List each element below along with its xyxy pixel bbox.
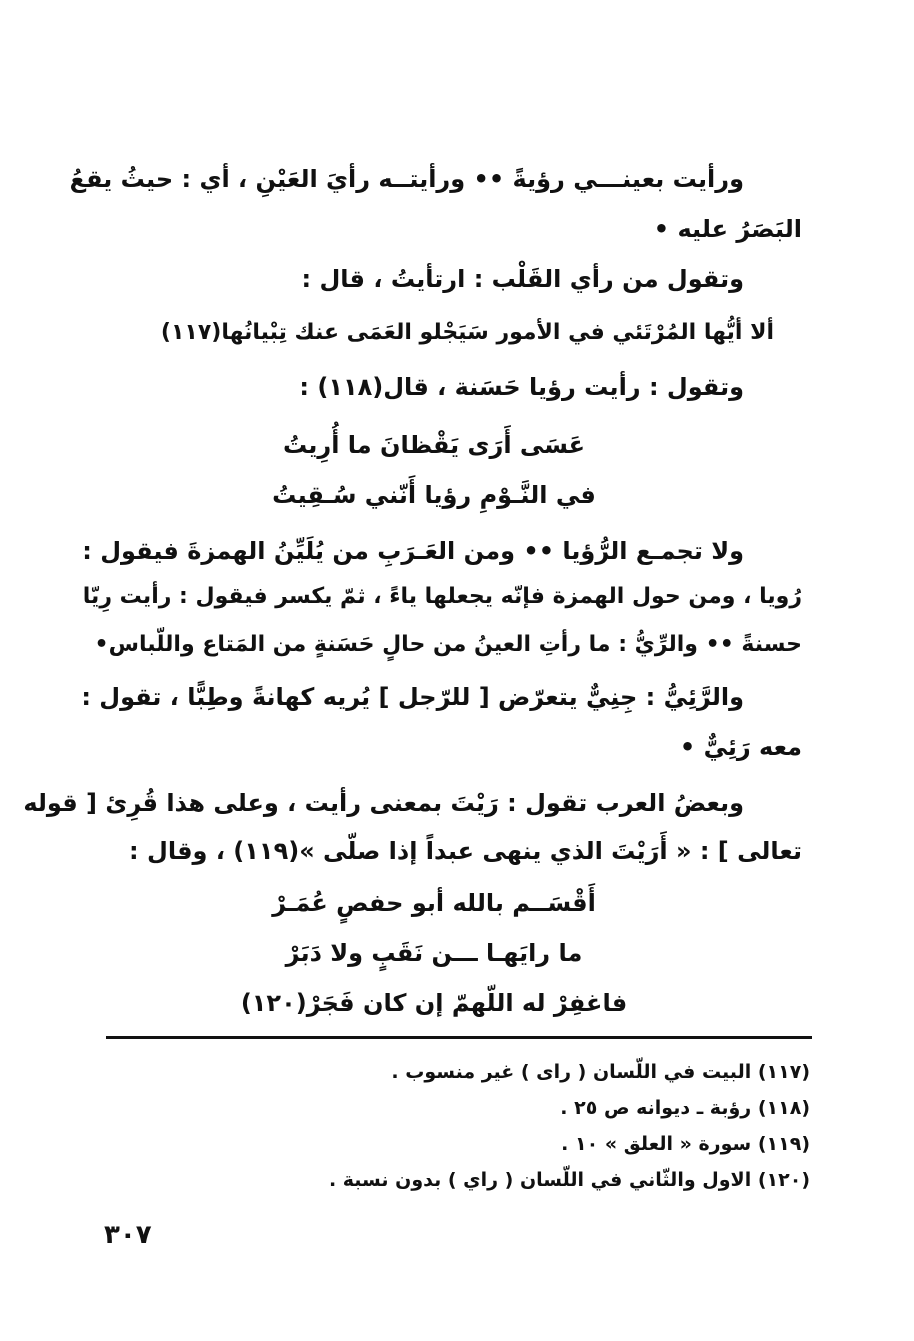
body-line: والرَّئِيُّ : جِنِيٌّ يتعرّض [ للرّجل ] يُريه كهانةً وطِبًّا ، تقول : <box>81 683 744 711</box>
body-line: معه رَئِيٌّ • <box>679 733 802 761</box>
body-line: ولا تجمـع الرُّؤيا •• ومن العَـرَبِ من يُلَيِّنُ الهمزةَ فيقول : <box>82 537 744 565</box>
body-line: وبعضُ العرب تقول : رَيْتَ بمعنى رأيت ، وعلى هذا قُرِئ [ قوله <box>23 789 744 817</box>
verse-line: ألا أيُّها المُرْتَئي في الأمور سَيَجْلو العَمَى عنك تِبْيانُها(١١٧) <box>160 320 774 345</box>
footnote: (١٢٠) الاول والثّاني في اللّسان ( راي ) بدون نسبة . <box>328 1169 810 1191</box>
body-line: البَصَرُ عليه • <box>653 215 802 243</box>
body-line: تعالى ] : « أَرَيْتَ الذي ينهى عبداً إذا صلّى »(١١٩) ، وقال : <box>129 837 802 865</box>
page-number: ٣٠٧ <box>104 1220 152 1250</box>
footnote: (١١٧) البيت في اللّسان ( راى ) غير منسوب . <box>391 1061 810 1083</box>
body-line: وتقول : رأيت رؤيا حَسَنة ، قال(١١٨) : <box>299 373 744 401</box>
verse-line: أَقْسَــم بالله أبو حفصٍ عُمَـرْ <box>272 889 596 917</box>
footnote: (١١٨) رؤبة ـ ديوانه ص ٢٥ . <box>560 1097 810 1119</box>
footnote-divider <box>106 1036 812 1039</box>
footnote: (١١٩) سورة « العلق » ١٠ . <box>561 1133 810 1155</box>
verse-line: فاغفِرْ له اللّهمّ إن كان فَجَرْ(١٢٠) <box>240 989 628 1017</box>
body-line: رُويا ، ومن حول الهمزة فإنّه يجعلها ياءً ، ثمّ يكسر فيقول : رأيت رِيّا <box>82 584 802 609</box>
verse-line: ما رايَهـا ـــن نَقَبٍ ولا دَبَرْ <box>285 939 583 967</box>
body-line: حسنةً •• والرِّيُّ : ما رأتِ العينُ من حالٍ حَسَنةٍ من المَتاع واللّباس• <box>94 632 802 657</box>
verse-line: في النَّـوْمِ رؤيا أَنّني سُـقِيتُ <box>272 481 596 509</box>
body-line: وتقول من رأي القَلْب : ارتأيتُ ، قال : <box>301 265 744 293</box>
body-line: ورأيت بعينـــي رؤيةً •• ورأيتــه رأيَ العَيْنِ ، أي : حيثُ يقعُ <box>69 165 744 193</box>
verse-line: عَسَى أَرَى يَقْظانَ ما أُرِيتُ <box>282 431 586 459</box>
